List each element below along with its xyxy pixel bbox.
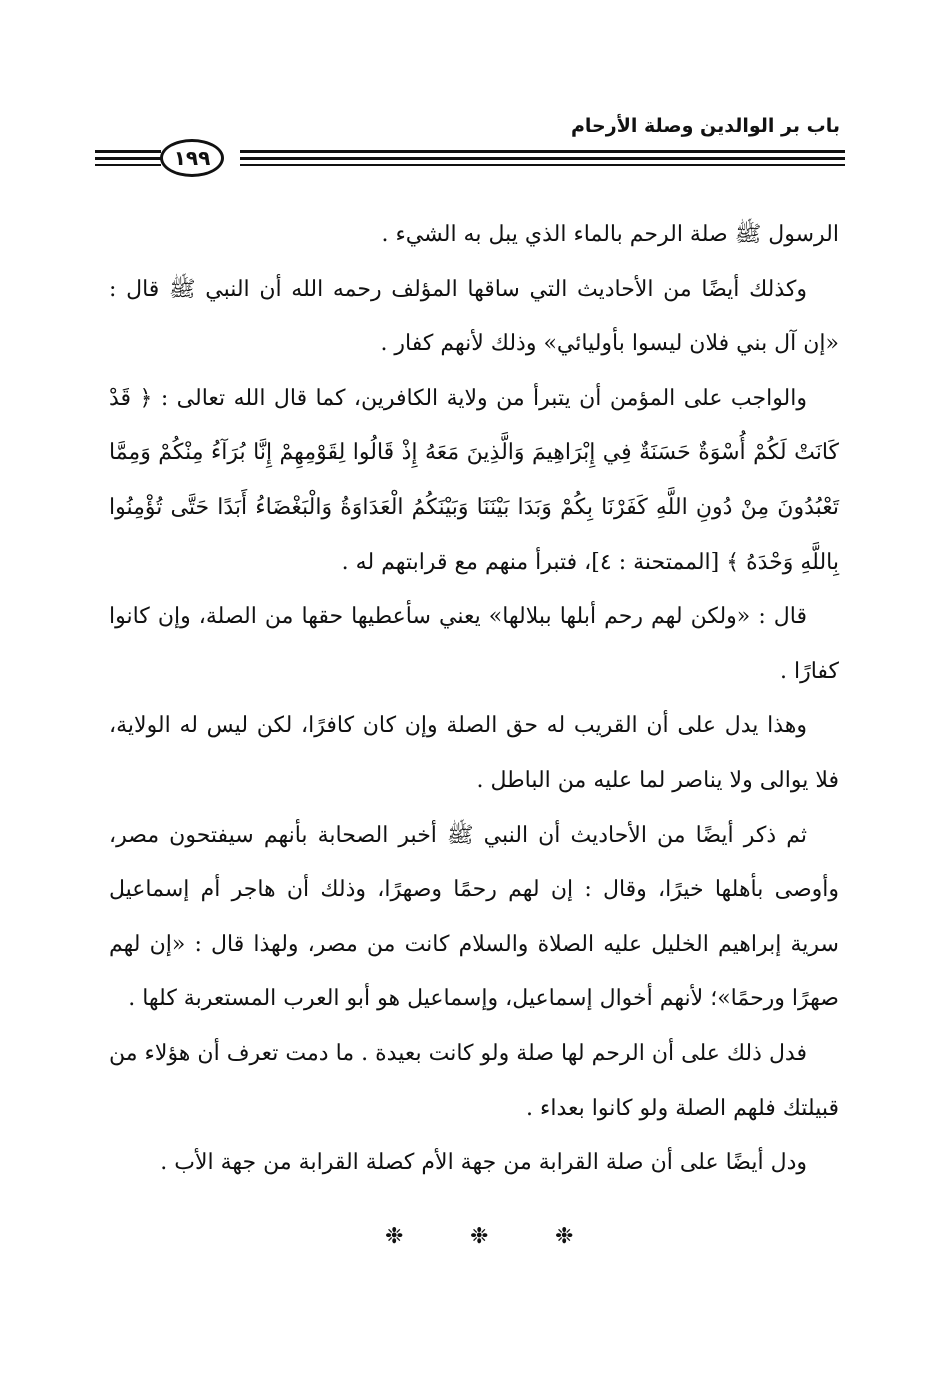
paragraph: ودل أيضًا على أن صلة القرابة من جهة الأم كصلة القرابة من جهة الأب .	[160, 1150, 807, 1176]
asterism-icon: ❉	[385, 1224, 404, 1249]
section-separator	[0, 1222, 951, 1252]
paragraph: وكذلك أيضًا من الأحاديث التي ساقها المؤلف رحمه الله أن النبي ﷺ قال : «إن آل بني فلان ليسوا بأوليائي» وذلك لأنهم كفار .	[109, 276, 839, 357]
page-number: ١٩٩	[160, 139, 224, 177]
header-rule	[240, 164, 845, 166]
header-rule	[240, 157, 845, 160]
paragraph: قال : «ولكن لهم رحم أبلها ببلالها» يعني سأعطيها حقها من الصلة، وإن كانوا كفارًا .	[109, 604, 839, 684]
paragraph: وهذا يدل على أن القريب له حق الصلة وإن كان كافرًا، لكن ليس له الولاية، فلا يوالى ولا يناصر لما عليه من الباطل .	[109, 713, 839, 793]
paragraph: ثم ذكر أيضًا من الأحاديث أن النبي ﷺ أخبر الصحابة بأنهم سيفتحون مصر، وأوصى بأهلها خيرًا، وقال : إن لهم رحمًا وصهرًا، وذلك أن هاجر أم إسماعيل سرية إبراهيم الخليل عليه الصلاة والسلام كانت من مصر، ولهذا قال : «إن لهم صهرًا ورحمًا»؛ لأنهم أخوال إسماعيل، وإسماعيل هو أبو العرب المستعربة كلها .	[109, 822, 839, 1012]
paragraph: فدل ذلك على أن الرحم لها صلة ولو كانت بعيدة . ما دمت تعرف أن هؤلاء من قبيلتك فلهم الصلة ولو كانوا بعداء .	[109, 1040, 839, 1121]
body-text	[109, 208, 839, 1191]
header-rule	[95, 157, 161, 160]
paragraph: والواجب على المؤمن أن يتبرأ من ولاية الكافرين، كما قال الله تعالى : ﴿ قَدْ كَانَتْ لَكُمْ أُسْوَةٌ حَسَنَةٌ فِي إِبْرَاهِيمَ وَالَّذِينَ مَعَهُ إِذْ قَالُوا لِقَوْمِهِمْ إِنَّا بُرَآءُ مِنْكُمْ وَمِمَّا تَعْبُدُونَ مِنْ دُونِ اللَّهِ كَفَرْنَا بِكُمْ وَبَدَا بَيْنَنَا وَبَيْنَكُمُ الْعَدَاوَةُ وَالْبَغْضَاءُ أَبَدًا حَتَّى تُؤْمِنُوا بِاللَّهِ وَحْدَهُ ﴾ [الممتحنة : ٤]، فتبرأ منهم مع قرابتهم له .	[109, 385, 839, 575]
chapter-title: باب بر الوالدين وصلة الأرحام	[571, 115, 840, 137]
asterism-icon: ❉	[555, 1224, 574, 1249]
paragraph: الرسول ﷺ صلة الرحم بالماء الذي يبل به الشيء .	[381, 222, 839, 247]
header-rule	[240, 150, 845, 153]
header-rule	[95, 150, 161, 153]
header-rule	[95, 164, 161, 166]
page-header	[95, 112, 845, 182]
asterism-icon: ❉	[470, 1224, 489, 1249]
